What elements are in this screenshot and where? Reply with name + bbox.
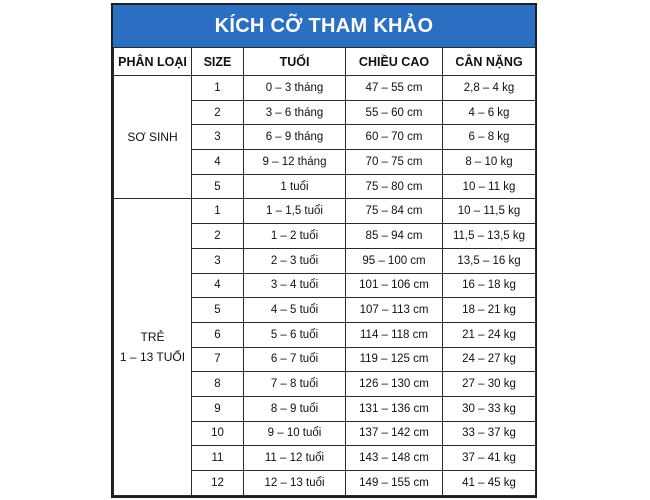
group-label-line: SƠ SINH [127, 130, 178, 145]
cell-size: 2 [192, 100, 244, 125]
cell-weight: 13,5 – 16 kg [443, 248, 536, 273]
cell-height: 75 – 84 cm [346, 199, 443, 224]
cell-weight: 30 – 33 kg [443, 396, 536, 421]
cell-age: 3 – 4 tuổi [244, 273, 346, 298]
cell-weight: 10 – 11,5 kg [443, 199, 536, 224]
cell-weight: 11,5 – 13,5 kg [443, 224, 536, 249]
cell-weight: 37 – 41 kg [443, 446, 536, 471]
cell-size: 4 [192, 273, 244, 298]
cell-size: 11 [192, 446, 244, 471]
cell-weight: 6 – 8 kg [443, 125, 536, 150]
cell-size: 3 [192, 125, 244, 150]
table-body [114, 76, 536, 496]
cell-size: 1 [192, 199, 244, 224]
cell-age: 1 tuổi [244, 174, 346, 199]
cell-age: 3 – 6 tháng [244, 100, 346, 125]
cell-height: 137 – 142 cm [346, 421, 443, 446]
cell-size: 6 [192, 322, 244, 347]
cell-size: 1 [192, 76, 244, 101]
cell-weight: 4 – 6 kg [443, 100, 536, 125]
cell-weight: 10 – 11 kg [443, 174, 536, 199]
cell-age: 1 – 1,5 tuổi [244, 199, 346, 224]
header-row [114, 48, 536, 76]
table-row [114, 76, 536, 101]
cell-size: 10 [192, 421, 244, 446]
cell-height: 55 – 60 cm [346, 100, 443, 125]
cell-height: 119 – 125 cm [346, 347, 443, 372]
cell-height: 101 – 106 cm [346, 273, 443, 298]
cell-age: 0 – 3 tháng [244, 76, 346, 101]
group-label [114, 76, 192, 199]
cell-height: 131 – 136 cm [346, 396, 443, 421]
cell-height: 75 – 80 cm [346, 174, 443, 199]
group-label-line: 1 – 13 TUỔI [119, 350, 186, 365]
cell-weight: 21 – 24 kg [443, 322, 536, 347]
cell-size: 5 [192, 298, 244, 323]
cell-weight: 16 – 18 kg [443, 273, 536, 298]
cell-age: 8 – 9 tuổi [244, 396, 346, 421]
cell-age: 7 – 8 tuổi [244, 372, 346, 397]
group-label [114, 199, 192, 495]
cell-age: 11 – 12 tuổi [244, 446, 346, 471]
header-size: SIZE [192, 48, 244, 76]
header-category: PHÂN LOẠI [114, 48, 192, 76]
cell-weight: 41 – 45 kg [443, 471, 536, 496]
group-label-line: TRẺ [140, 330, 165, 345]
header-age: TUỔI [244, 48, 346, 76]
cell-weight: 8 – 10 kg [443, 150, 536, 175]
cell-size: 9 [192, 396, 244, 421]
chart-title: KÍCH CỠ THAM KHẢO [113, 5, 535, 47]
cell-height: 95 – 100 cm [346, 248, 443, 273]
cell-height: 107 – 113 cm [346, 298, 443, 323]
cell-height: 85 – 94 cm [346, 224, 443, 249]
cell-weight: 33 – 37 kg [443, 421, 536, 446]
header-weight: CÂN NẶNG [443, 48, 536, 76]
cell-height: 60 – 70 cm [346, 125, 443, 150]
cell-weight: 27 – 30 kg [443, 372, 536, 397]
cell-weight: 24 – 27 kg [443, 347, 536, 372]
cell-age: 9 – 12 tháng [244, 150, 346, 175]
cell-size: 4 [192, 150, 244, 175]
table-row [114, 199, 536, 224]
cell-size: 7 [192, 347, 244, 372]
cell-height: 47 – 55 cm [346, 76, 443, 101]
cell-weight: 18 – 21 kg [443, 298, 536, 323]
cell-age: 12 – 13 tuổi [244, 471, 346, 496]
size-table [113, 47, 536, 496]
cell-size: 8 [192, 372, 244, 397]
cell-height: 114 – 118 cm [346, 322, 443, 347]
size-chart [111, 3, 537, 498]
header-height: CHIỀU CAO [346, 48, 443, 76]
cell-size: 5 [192, 174, 244, 199]
cell-weight: 2,8 – 4 kg [443, 76, 536, 101]
cell-age: 6 – 9 tháng [244, 125, 346, 150]
cell-age: 9 – 10 tuổi [244, 421, 346, 446]
cell-height: 126 – 130 cm [346, 372, 443, 397]
cell-size: 2 [192, 224, 244, 249]
cell-size: 3 [192, 248, 244, 273]
cell-size: 12 [192, 471, 244, 496]
cell-height: 70 – 75 cm [346, 150, 443, 175]
cell-age: 4 – 5 tuổi [244, 298, 346, 323]
cell-height: 143 – 148 cm [346, 446, 443, 471]
cell-age: 1 – 2 tuổi [244, 224, 346, 249]
cell-age: 6 – 7 tuổi [244, 347, 346, 372]
cell-age: 5 – 6 tuổi [244, 322, 346, 347]
cell-height: 149 – 155 cm [346, 471, 443, 496]
cell-age: 2 – 3 tuổi [244, 248, 346, 273]
